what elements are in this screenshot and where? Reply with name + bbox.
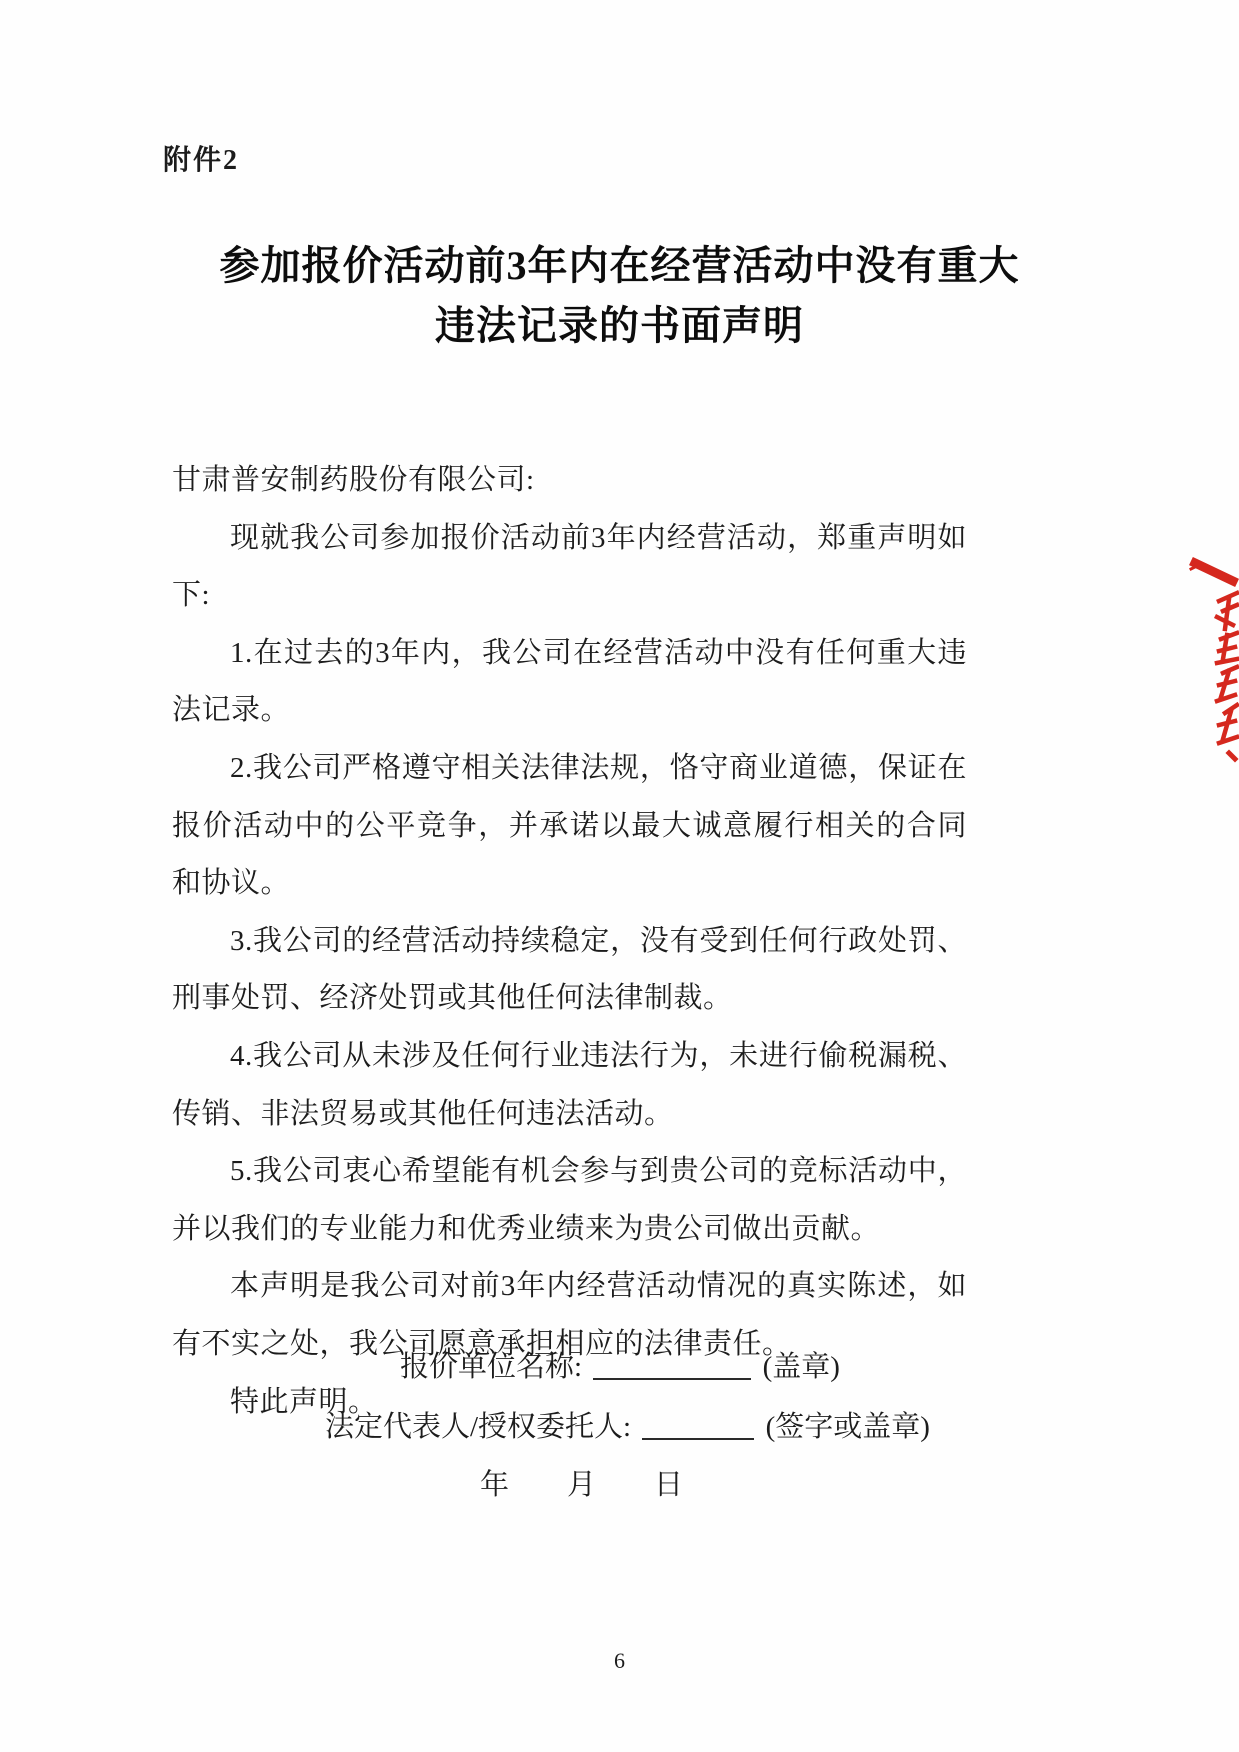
title-line-1: 参加报价活动前3年内在经营活动中没有重大 — [219, 243, 1020, 288]
date-line: 年 月 日 — [480, 1469, 684, 1501]
closing-paragraph: 本声明是我公司对前3年内经营活动情况的真实陈述，如有不实之处，我公司愿意承担相应的法律责任。 — [172, 1270, 967, 1360]
document-body — [172, 452, 967, 1431]
declaration-item-2: 2.我公司严格遵守相关法律法规，恪守商业道德，保证在报价活动中的公平竞争，并承诺以最大诚意履行相关的合同和协议。 — [172, 751, 967, 900]
unit-name-blank-field — [593, 1348, 751, 1380]
page-number: 6 — [614, 1648, 625, 1673]
declaration-statement: 特此声明。 — [230, 1385, 378, 1418]
unit-seal-note: (盖章) — [762, 1351, 840, 1383]
declaration-item-5: 5.我公司衷心希望能有机会参与到贵公司的竞标活动中，并以我们的专业能力和优秀业绩来为贵公司做出贡献。 — [172, 1155, 967, 1245]
declaration-item-4: 4.我公司从未涉及任何行业违法行为，未进行偷税漏税、传销、非法贸易或其他任何违法活动。 — [172, 1039, 967, 1130]
unit-name-label: 报价单位名称: — [400, 1351, 583, 1383]
attachment-label: 附件2 — [163, 145, 240, 176]
declaration-item-3: 3.我公司的经营活动持续稳定，没有受到任何行政处罚、刑事处罚、经济处罚或其他任何法律制裁。 — [172, 924, 967, 1015]
representative-blank-field — [642, 1408, 754, 1440]
title-line-2: 违法记录的书面声明 — [435, 303, 804, 348]
representative-label: 法定代表人/授权委托人: — [325, 1411, 632, 1443]
red-seal-stamp-icon — [1189, 555, 1239, 765]
intro-paragraph: 现就我公司参加报价活动前3年内经营活动，郑重声明如下: — [172, 521, 967, 612]
signature-unit-line — [400, 1344, 840, 1385]
document-title — [0, 236, 1239, 356]
signature-representative-line — [325, 1404, 930, 1445]
declaration-item-1: 1.在过去的3年内，我公司在经营活动中没有任何重大违法记录。 — [172, 636, 967, 727]
addressee-line: 甘肃普安制药股份有限公司: — [172, 464, 535, 496]
representative-sign-note: (签字或盖章) — [765, 1411, 930, 1443]
